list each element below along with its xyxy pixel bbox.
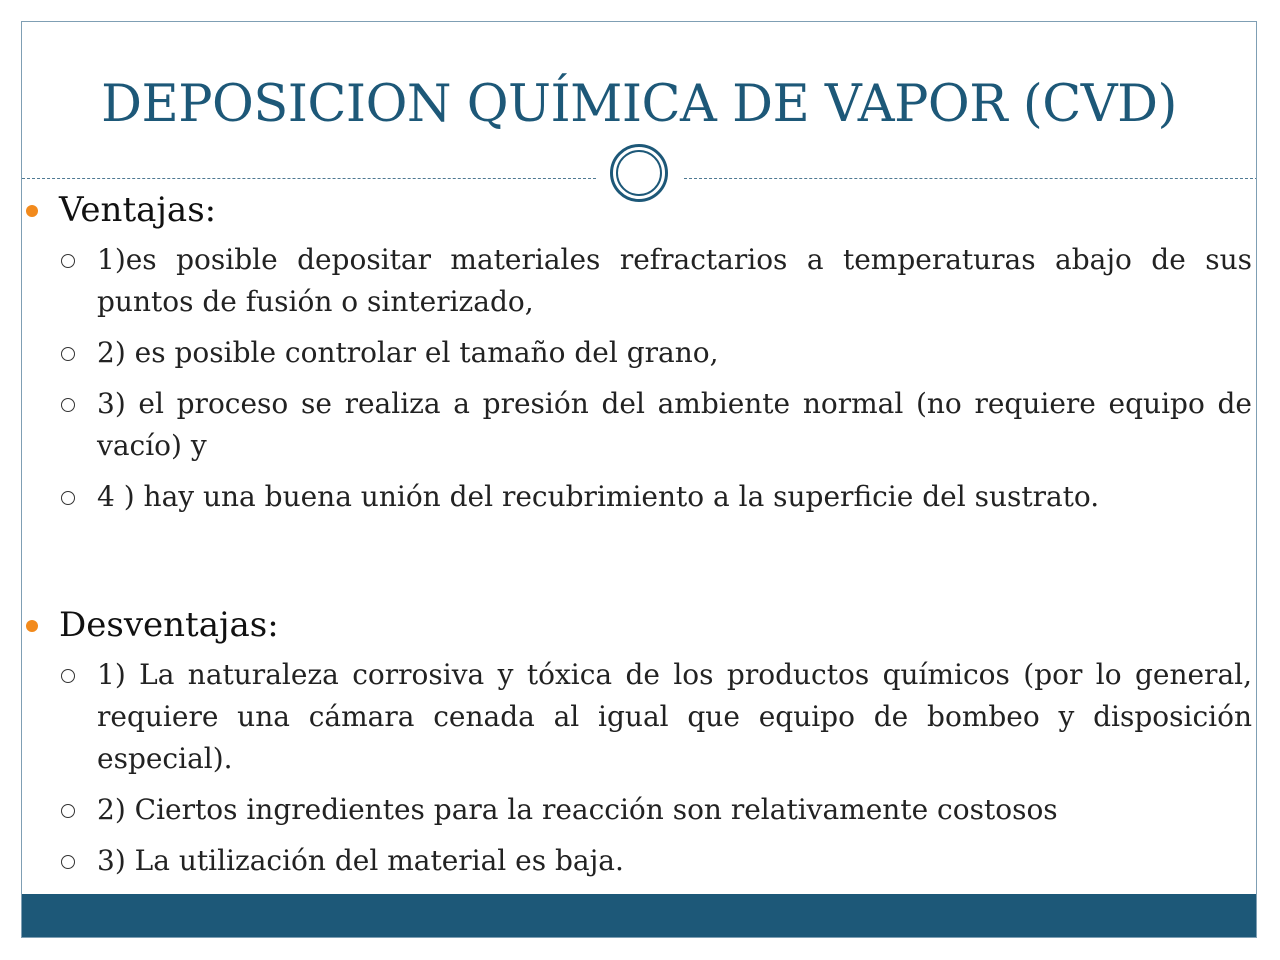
bullet-list — [22, 239, 1256, 518]
ring-icon — [61, 855, 75, 869]
ring-icon — [61, 491, 75, 505]
title-divider-right — [684, 178, 1257, 179]
ring-icon — [61, 804, 75, 818]
filled-dot-icon — [26, 205, 38, 217]
list-item: 3) La utilización del material es baja. — [22, 840, 1256, 882]
bullet-list — [22, 654, 1256, 882]
section-desventajas — [22, 605, 1256, 882]
section-heading: Ventajas: — [59, 190, 217, 230]
list-item: 3) el proceso se realiza a presión del ambiente normal (no requiere equipo de vacío) y — [22, 383, 1256, 467]
title-divider-left — [22, 178, 596, 179]
section-heading: Desventajas: — [59, 605, 279, 645]
list-item: 1)es posible depositar materiales refractarios a temperaturas abajo de sus puntos de fusión o sinterizado, — [22, 239, 1256, 323]
list-item: 2) es posible controlar el tamaño del grano, — [22, 332, 1256, 374]
list-item: 4 ) hay una buena unión del recubrimiento a la superficie del sustrato. — [22, 476, 1256, 518]
footer-accent-bar — [22, 894, 1256, 937]
ring-icon — [61, 254, 75, 268]
ring-icon — [61, 398, 75, 412]
slide — [21, 21, 1257, 938]
ring-icon — [61, 347, 75, 361]
section-ventajas — [22, 190, 1256, 518]
ring-icon — [61, 669, 75, 683]
slide-title: DEPOSICION QUÍMICA DE VAPOR (CVD) — [101, 75, 1177, 134]
list-item: 1) La naturaleza corrosiva y tóxica de los productos químicos (por lo general, requiere una cámara cenada al igual que equipo de bombeo y disposición especial). — [22, 654, 1256, 780]
filled-dot-icon — [26, 620, 38, 632]
list-item: 2) Ciertos ingredientes para la reacción son relativamente costosos — [22, 789, 1256, 831]
